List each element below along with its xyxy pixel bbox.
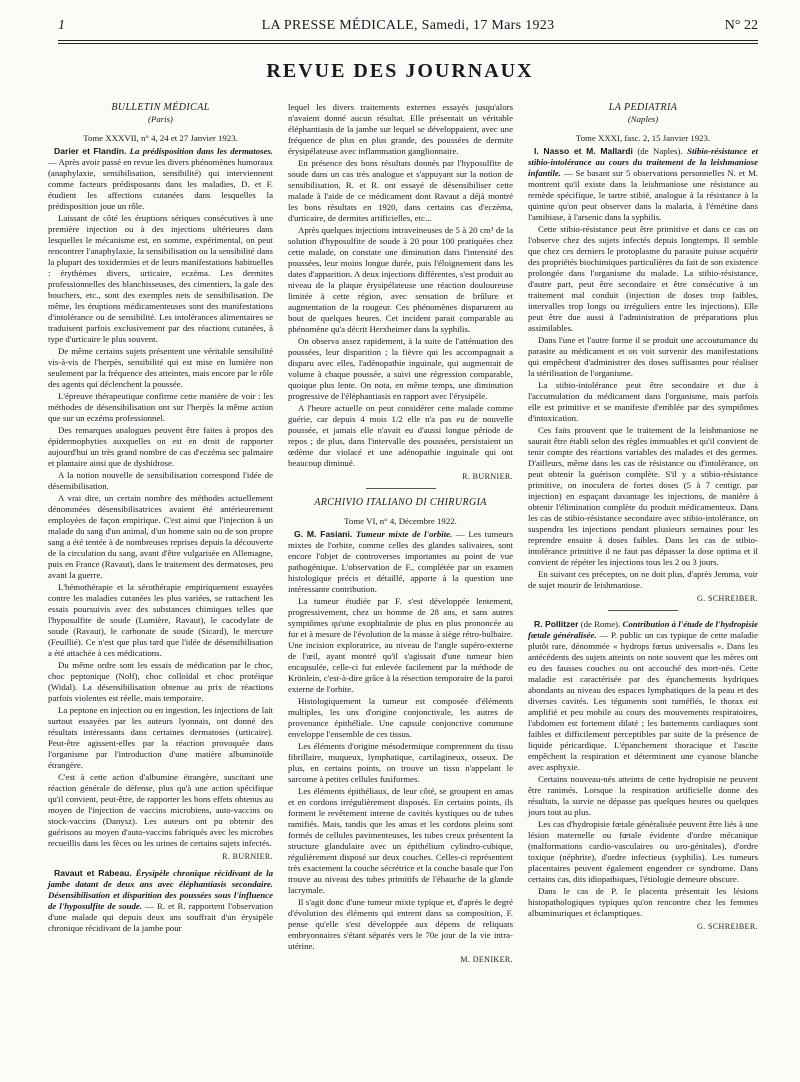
issue-reference: Tome XXXVII, n° 4, 24 et 27 Janvier 1923. [83, 133, 238, 143]
paragraph: Laissant de côté les éruptions sériques consécutives à une première injection ou à des injections ultérieures dans lesquelles le mécanisme est, en somme, expérimental, on peut rencontrer l'anaphylaxie, la sensibilisation ou la sensibilité dans la plupart des toxidermies et de leurs manifestations habituelles : érythèmes divers, urticaire, eczéma. Les dermites professionnelles des blanchisseuses, des cimentiers, la gale des bouchers, etc., sont des exemples nets de sensibilisation. De même, les éruptions médicamenteuses sont des manifestations d'intolérance ou de sensibilité. Les intolérances alimentaires se traduisent parfois exclusivement par des réactions cutanées, à type d'urticaire le plus souvent. [48, 213, 273, 344]
paragraph: C'est à cette action d'albumine étrangère, suscitant une réaction générale de défense, plus qu'à une action spécifique qu'il convient, peut-être, de rapporter les bons effets obtenus au moyen de l'injection de vaccins microbiens, auto-vaccins ou stock-vaccins (Danysz). Les auteurs ont pu obtenir des guérisons au moyen d'auto-vaccins fabriqués avec les microbes recueillis dans les fèces ou les urines de certains sujets infectés. [48, 772, 273, 848]
column-3 [528, 102, 758, 938]
section-city: (Paris) [148, 114, 173, 124]
article-title: La prédisposition dans les dermatoses. [129, 146, 273, 156]
article-lead [528, 146, 758, 223]
paragraph: Histologiquement la tumeur est composée d'éléments multiples, les uns d'origine conjonctivale, les autres de provenance épithéliale. Une capsule conjonctive commune enveloppe l'ensemble de ces tissus. [288, 696, 513, 739]
section-divider [608, 610, 678, 611]
article-title: Stibio-résistance et stibio-intolérance au cours du traitement de la leishmaniose infantile. [528, 146, 758, 178]
column-1 [48, 102, 273, 935]
paragraph: La stibio-intolérance peut être secondaire et due à l'accumulation du médicament dans l'organisme, mais parfois elle est primitive et se manifeste d'emblée par des symptômes d'intoxication. [528, 380, 758, 423]
paragraph: Certains nouveau-nés atteints de cette hydropisie ne peuvent être ranimés. Lorsque la respiration artificielle donne des résultats, la survie ne dépasse pas quelques heures ou quelques jours tout au plus. [528, 774, 758, 817]
paragraph: Dans l'une et l'autre forme il se produit une accoutumance du parasite au médicament et on voit survenir des manifestations qui empêchent d'administrer des doses suffisantes pour réaliser la stérilisation de l'organisme. [528, 335, 758, 378]
paragraph: A la notion nouvelle de sensibilisation correspond l'idée de désensibilisation. [48, 470, 273, 491]
article-authors: Darier et Flandin. [54, 146, 127, 156]
article-authors: I. Nasso et M. Mallardi [534, 146, 633, 156]
paragraph: Dans le cas de P. le placenta présentait les lésions histopathologiques typiques qu'on rencontre chez les femmes albuminuriques et éclamptiques. [528, 886, 758, 918]
section-heading: ARCHIVIO ITALIANO DI CHIRURGIA [314, 497, 487, 508]
author-affiliation: (de Naples). [637, 146, 683, 156]
header-rule [58, 40, 758, 41]
paragraph: — Se basant sur 5 observations personnelles N. et M. montrent qu'il existe dans la leishmaniose une résistance au remède spécifique, le tartre stibié, analogue à la résistance à la quinine qu'on peut observer dans la malaria, à l'émétine dans l'amibiase, à l'arsenic dans la syphilis. [528, 168, 758, 222]
paragraph: — Après avoir passé en revue les divers phénomènes humoraux (anaphylaxie, sensibilisation, sensibilité) qui interviennent comme facteurs prédisposants dans les maladies, D. et F. étudient les affections cutanées dans lesquelles la prédisposition joue un rôle. [48, 157, 273, 211]
article-title: Érysipèle chronique récidivant de la jambe datant de deux ans avec éléphantiasis secondaire. Désensibilisation et disparition des poussées sous l'influence de l'hyposulfite de soude. [48, 868, 274, 911]
article-authors: R. Pollitzer [534, 619, 579, 629]
paragraph: A l'heure actuelle on peut considérer cette malade comme guérie, car depuis 4 mois 1/2 elle n'a pas eu de nouvelle poussée, et jamais elle n'avait eu d'aussi longue période de repos ; de plus, dans l'intervalle des poussées, persistaient un œdème dur violacé et une adénopathie inguinale qui ont beaucoup diminué. [288, 403, 513, 468]
article-authors: Ravaut et Rabeau. [54, 868, 132, 878]
paragraph: Cette stibio-résistance peut être primitive et dans ce cas on l'observe chez des sujets infectés depuis longtemps. Il semble que chez ces derniers le protoplasme du parasite puisse acquérir des propriétés biochimiques particulières du fait de son existence prolongée dans l'organisme du malade. La stibio-résistance, d'autre part, peut être secondaire et être consécutive à un traitement mal conduit (injection de doses trop faibles, intervalles trop longs ou irréguliers entre les injections). Elle peut être due aussi à l'administration de préparations plus assimilables. [528, 224, 758, 333]
journal-title: LA PRESSE MÉDICALE, Samedi, 17 Mars 1923 [261, 18, 555, 33]
paragraph: Les cas d'hydropisie fœtale généralisée peuvent être liés à une lésion maternelle ou fœtale évidente d'ordre mécanique (malformations cardio-vasculaires ou uro-génitales), d'ordre toxique (néphrite), d'ordre infectieux (syphilis). Les tumeurs placentaires peuvent également engendrer ce syndrome. Dans certains cas, dits idiopathiques, l'étiologie demeure obscure. [528, 819, 758, 884]
article-lead [48, 868, 273, 934]
column-2 [288, 102, 513, 971]
paragraph: Des remarques analogues peuvent être faites à propos des épidermophyties auxquelles on est en droit de rapporter aujourd'hui un très grand nombre de cas d'eczéma sec palmaire et plantaire ainsi que de dyshidrose. [48, 425, 273, 468]
signature: G. SCHREIBER. [697, 922, 758, 931]
paragraph: Du même ordre sont les essais de médication par le choc, choc peptonique (Nolf), choc colloïdal et choc protéique (Widal). La désensibilisation obtenue au prix de réactions parfois violentes est réelle, mais temporaire. [48, 660, 273, 703]
paragraph: Les éléments épithéliaux, de leur côté, se groupent en amas et en cordons irrégulièrement disposés. En certains points, ils forment le revêtement interne de cavités kystiques ou de tubes ramifiés. Mais, tandis que les amas et les cordons pleins sont formés de cellules pavimenteuses, les tubes creux présentent la structure glandulaire avec un épithélium cylindro-cubique, régulièrement disposé sur deux couches. Celles-ci représentent très exactement la couche sécrétrice et la couche basale que l'on trouve au niveau des tubes primitifs de l'ébauche de la glande lacrymale. [288, 786, 513, 895]
article-title: Contribution à l'étude de l'hydropisie fœtale généralisée. [528, 619, 759, 640]
paragraph: Les éléments d'origine mésodermique comprennent du tissu fibrillaire, muqueux, lymphatique, cartilagineux, osseux. De plus, en certains points, on trouve un tissu n'appelant le sarcome à petites cellules fusiformes. [288, 741, 513, 784]
running-header [58, 18, 758, 40]
paragraph: — P. public un cas typique de cette maladie plutôt rare, dénommée « hydrops fœtus universalis ». Dans les antécédents des sujets atteints on note souvent que les mères ont eu des fausses couches ou ont accouché des mort-nés. Cette maladie est caractérisée par des épanchements hydriques abondants au niveau des espaces lymphatiques de la peau et des diverses cavités. Les téguments sont tuméfiés, le thorax est amplifié et peu mobile au cours des mouvements respiratoires, l'abdomen est fortement dilaté ; les battements cardiaques sont faibles et difficilement perceptibles par suite de la présence de liquide péricardique. L'épanchement thoracique et l'ascite empêchent la respiration et déterminent une cyanose blanche avec asphyxie. [528, 630, 758, 772]
signature: G. SCHREIBER. [697, 594, 758, 603]
paragraph: La peptone en injection ou en ingestion, les injections de lait surtout essayées par les auteurs lyonnais, ont donné des résultats intéressants dans certaines dermatoses (urticaire). Peut-être agissent-elles par la réaction provoquée dans l'organisme par l'introduction d'une matière albuminoïde étrangère. [48, 705, 273, 770]
paragraph: L'épreuve thérapeutique confirme cette manière de voir : les méthodes de désensibilisation ont sur l'herpès la même action que sur un eczéma professionnel. [48, 391, 273, 423]
signature: R. BURNIER. [222, 852, 273, 861]
article-authors: G. M. Fasiani. [294, 529, 353, 539]
section-divider [366, 488, 436, 489]
author-affiliation: (de Rome). [580, 619, 621, 629]
paragraph: A vrai dire, un certain nombre des méthodes actuellement dénommées désensibilisatrices avaient été antérieurement employées de façon empirique. C'est ainsi que l'injection à un malade du sang d'un animal, d'un homme sain ou de son propre sang a été tentée à de nombreuses reprises depuis la découverte de la circulation du sang, avant d'être vulgarisée en Allemagne, puis en France (Ravaut), dans le traitement des dermatoses, peu avant la guerre. [48, 493, 273, 580]
paragraph: En suivant ces préceptes, on ne doit plus, d'après Jemma, voir de sujet mourir de leishmaniose. [528, 569, 758, 590]
section-heading: BULLETIN MÉDICAL [111, 102, 210, 113]
issue-number: N° 22 [724, 18, 758, 33]
issue-reference: Tome XXXI, fasc. 2, 15 Janvier 1923. [575, 133, 711, 143]
paragraph: Il s'agit donc d'une tumeur mixte typique et, d'après le degré d'évolution des éléments qui entrent dans sa composition, F. pense qu'elle s'est développée aux dépens de reliquats embryonnaires s'étant séparés vers le 70e jour de la vie intra-utérine. [288, 897, 513, 951]
signature: M. DENIKER. [460, 955, 513, 964]
paragraph: La tumeur étudiée par F. s'est développée lentement, progressivement, chez un homme de 28 ans, et sans autres symptômes qu'une exophtalmie de plus en plus prononcée au fur et à mesure de l'évolution de la masse à siège rétro-bulbaire. Une incision exploratrice, au niveau de l'angle supéro-externe de l'œil, ayant montré qu'il s'agissait d'une tumeur bien encapsulée, celle-ci fut enlevée facilement par la méthode de Krönlein, c'est-à-dire grâce à la résection temporaire de la paroi externe de l'orbite. [288, 596, 513, 694]
signature: R. BURNIER. [462, 472, 513, 481]
review-title: REVUE DES JOURNAUX [266, 60, 534, 82]
paragraph: lequel les divers traitements externes essayés jusqu'alors n'avaient donné aucun résultat. Elle présentait un véritable éléphantiasis de la jambe sur lequel se développaient, avec une fréquence de plus en plus grande, des poussées de dermite érysipélateuse avec inflammation ganglionnaire. [288, 102, 513, 156]
paragraph: Après quelques injections intraveineuses de 5 à 20 cm³ de la solution d'hyposulfite de soude à 20 pour 100 pratiquées chez cette malade, on constate une diminution dans l'intensité des poussées, leur moins longue durée, puis l'éloignement dans les dates d'apparition. A deux injections différentes, s'est produit au niveau de la plaque érysipélateuse une réaction douloureuse limitée à cette région, avec sensation de brûlure et augmentation de la rougeur. Ces phénomènes disparurent au bout de quelques heures. Cet incident parait comparable au phénomène qu'a décrit Herxheimer dans la syphilis. [288, 225, 513, 334]
article-lead [528, 619, 758, 773]
article-lead [48, 146, 273, 212]
paragraph: — R. et R. rapportent l'observation d'une malade qui depuis deux ans souffrait d'un érysipèle chronique récidivant de la jambe pour [48, 901, 273, 933]
section-heading: LA PEDIATRIA [608, 102, 678, 113]
article-title: Tumeur mixte de l'orbite. [355, 529, 453, 539]
paragraph: On observa assez rapidement, à la suite de l'atténuation des poussées, leur disparition ; la fièvre qui les accompagnait a disparu avec elles, l'adénopathie inguinale, qui augmentait de volume à chaque poussée, a suivi une régression comparable, quoique plus lente. On nota, en même temps, une diminution progressive de l'éléphantiasis en rapport avec l'érysipèle. [288, 336, 513, 401]
article-lead [288, 529, 513, 595]
section-city: (Naples) [627, 114, 659, 124]
paragraph: — Les tumeurs mixtes de l'orbite, comme celles des glandes salivaires, sont encore l'objet de controverses importantes au point de vue pathogénique. L'observation de F., complétée par un examen histologique précis et détaillé, apporte à la question une intéressante contribution. [288, 529, 513, 594]
issue-reference: Tome VI, n° 4, Décembre 1922. [344, 516, 457, 526]
paragraph: Ces faits prouvent que le traitement de la leishmaniose ne saurait être établi selon des règles immuables et qu'il convient de tenir compte des réactions variables des malades et des germes. D'ailleurs, même dans les cas de résistance ou d'intolérance, on peut obtenir la guérison complète. S'il y a stibio-résistance primitive, on inoculera de fortes doses (5 à 7 centigr. par injection) en espaçant davantage les injections, de manière à obtenir l'élimination complète du produit médicamenteux. Dans les cas de stibio-résistance secondaire avec stibio-intolérance, on suspendra les injections pendant plusieurs semaines pour les reprendre ensuite à doses faibles. Dans les cas de stibio-intolérance primitive il ne faut pas dépasser la dose optima et il convient de répéter les injections tous les 2 ou 3 jours. [528, 425, 758, 567]
header-rule-thin [58, 43, 758, 44]
page-number: 1 [58, 18, 65, 33]
paragraph: De même certains sujets présentent une véritable sensibilité vis-à-vis de l'herpès, sensibilité qui est mise en lumière non seulement par la fréquence des atteintes, mais encore par le rôle des agents qui déclenchent la poussée. [48, 346, 273, 389]
paragraph: En présence des bons résultats donnés par l'hyposulfite de soude dans un cas très analogue et s'appuyant sur la notion de sensibilisation, R. et R. ont essayé de désensibiliser cette malade à l'aide de ce médicament dont Ravaut a déjà montré les bons résultats en 1920, dans certains cas d'eczéma, d'urticaire, de dermites artificielles, etc... [288, 158, 513, 223]
paragraph: L'hémothérapie et la sérothérapie empiriquement essayées contre les maladies cutanées les plus variées, se rattachent les essais poursuivis avec des substances chimiques telles que l'hyposulfite de soude (Lumière, Ravaut), le cacodylate de soude (Ravaut), le carbonate de soude (Sicard), le mercure (Feuillié). Ce n'est que plus tard que l'idée de désensibilisation a été attachée à ces médications. [48, 582, 273, 658]
